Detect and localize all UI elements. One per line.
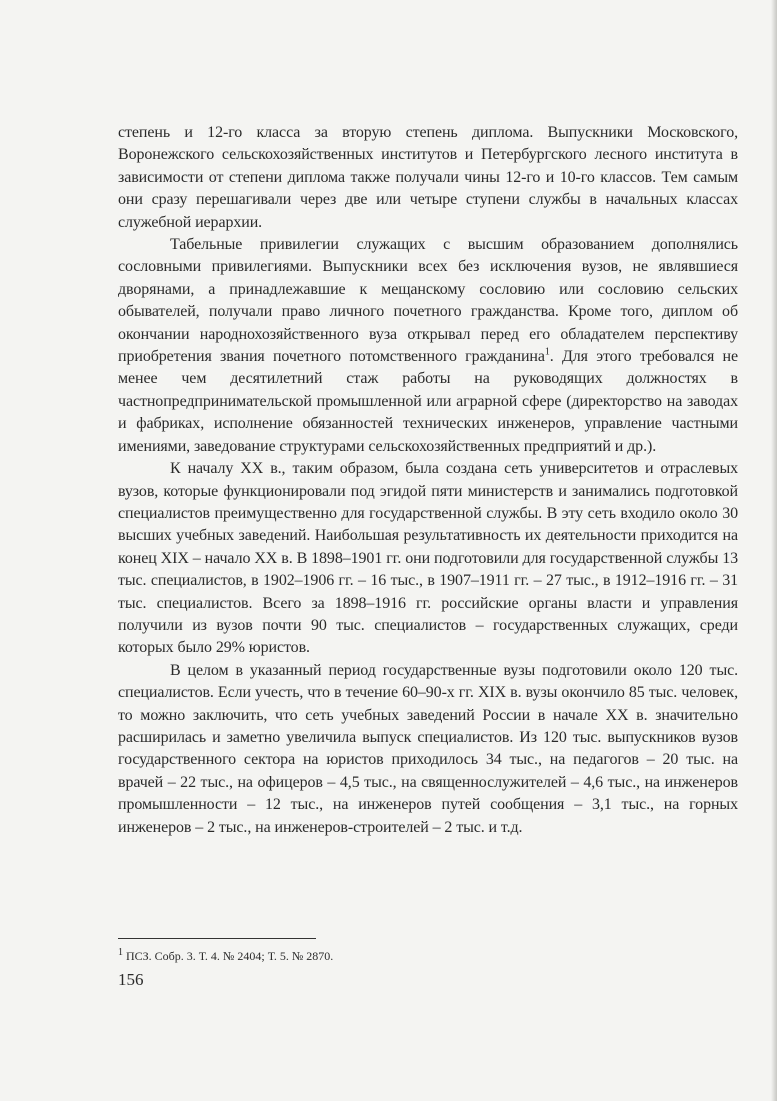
paragraph-4: В целом в указанный период государственные вузы подготовили около 120 тыс. специалистов. Если учесть, что в течение 60–90-х гг. XIX в. вузы окончило 85 тыс. человек, то можно заключить, что сеть учебных заведений России в начале XX в. значительно расширилась и заметно увеличила выпуск специалистов. Из 120 тыс. выпускников вузов государственного сектора на юристов приходилось 34 тыс., на педагогов – 20 тыс. на врачей – 22 тыс., на офицеров – 4,5 тыс., на священнослужителей – 4,6 тыс., на инженеров промышленности – 12 тыс., на инженеров путей сообщения – 3,1 тыс., на горных инженеров – 2 тыс., на инженеров-строителей – 2 тыс. и т.д.	[118, 661, 738, 836]
footnote-text: ПСЗ. Собр. 3. Т. 4. № 2404; Т. 5. № 2870.	[126, 949, 334, 963]
main-text	[118, 122, 738, 839]
footnote-reference[interactable]: 1	[544, 346, 550, 358]
paragraph-1: степень и 12-го класса за вторую степень диплома. Выпускники Московского, Воронежского сельскохозяйственных институтов и Петербургского лесного института в зависимости от степени диплома также получали чины 12-го и 10-го классов. Тем самым они сразу перешагивали через две или четыре ступени службы в начальных классах служебной иерархии.	[118, 124, 738, 231]
paragraph-2-text: Табельные привилегии служащих с высшим образованием дополнялись сословными привилегиями. Выпускники всех без исключения вузов, не являвшиеся дворянами, а принадлежавшие к мещанскому сословию или сословию сельских обывателей, получали право личного почетного гражданства. Кроме того, диплом об окончании народнохозяйственного вуза открывал перед его обладателем перспективу приобретения звания почетного потомственного гражданина	[118, 236, 738, 366]
paragraph-2-continuation: . Для этого требовался не менее чем десятилетний стаж работы на руководящих должностях в частнопредпринимательской промышленной или аграрной сфере (директорство на заводах и фабриках, исполнение обязанностей технических инженеров, управление частными имениями, заведование структурами сельскохозяйственных предприятий и др.).	[118, 348, 738, 455]
footnote-number: 1	[118, 947, 123, 958]
paragraph-3: К началу XX в., таким образом, была создана сеть университетов и отраслевых вузов, которые функционировали под эгидой пяти министерств и занимались подготовкой специалистов преимущественно для государственной службы. В эту сеть входило около 30 высших учебных заведений. Наибольшая результативность их деятельности приходится на конец XIX – начало XX в. В 1898–1901 гг. они подготовили для государственной службы 13 тыс. специалистов, в 1902–1906 гг. – 16 тыс., в 1907–1911 гг. – 27 тыс., в 1912–1916 гг. – 31 тыс. специалистов. Всего за 1898–1916 гг. российские органы власти и управления получили из вузов почти 90 тыс. специалистов – государственных служащих, среди которых было 29% юристов.	[118, 460, 738, 657]
paragraph-2	[118, 234, 738, 458]
footnote-divider	[118, 938, 316, 939]
page-edge-shadow	[771, 0, 777, 1101]
page-number: 156	[118, 970, 144, 989]
footnote	[118, 948, 333, 964]
